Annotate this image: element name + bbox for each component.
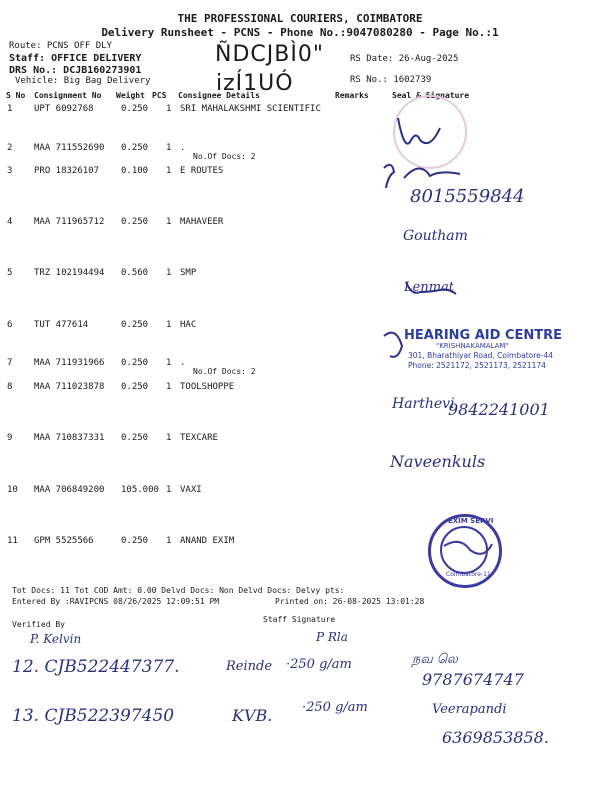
entered-by: Entered By :RAVIPCNS 08/26/2025 12:09:51 PM [12, 597, 220, 606]
row-consignee: . [180, 143, 186, 153]
row-weight: 0.250 [121, 217, 149, 227]
company-title: THE PROFESSIONAL COURIERS, COIMBATORE [177, 12, 423, 25]
stamp-hac-sub: "KRISHNAKAMALAM" [436, 342, 509, 350]
row-pcs: 1 [166, 143, 172, 153]
hand-phone-row3: 8015559844 [410, 186, 525, 207]
hand-name-row5: Lenmat [404, 280, 455, 295]
row-sno: 9 [7, 433, 13, 443]
row-weight: 0.250 [121, 143, 149, 153]
row-consignee: VAXI [180, 485, 202, 495]
row-sno: 5 [7, 268, 13, 278]
row-weight: 105.000 [121, 485, 159, 495]
row-consignment: MAA 711931966 [34, 358, 105, 368]
row-weight: 0.560 [121, 268, 149, 278]
row-pcs: 1 [166, 382, 172, 392]
rs-number: RS No.: 1602739 [350, 75, 432, 85]
row-consignee: . [180, 358, 186, 368]
row-consignee: ANAND EXIM [180, 536, 235, 546]
signature-row3b [404, 168, 460, 178]
drs-number: DRS No.: DCJB160273901 [9, 65, 142, 76]
hand-staff-sig: P Rla [316, 630, 348, 644]
hand-line13-cons: 13. CJB522397450 [12, 706, 175, 726]
signature-row3 [384, 165, 394, 188]
printed-on: Printed on: 26-08-2025 13:01:28 [275, 597, 425, 606]
row-consignment: MAA 711965712 [34, 217, 105, 227]
row-pcs: 1 [166, 166, 172, 176]
rs-date: RS Date: 26-Aug-2025 [350, 54, 459, 64]
row-consignment: UPT 6092768 [34, 104, 94, 114]
runsheet-title: Delivery Runsheet - PCNS - Phone No.:9047080280 - Page No.:1 [101, 26, 499, 39]
row-pcs: 1 [166, 358, 172, 368]
hand-phone-row8: 9842241001 [448, 400, 550, 419]
hand-line12-name: Reinde [226, 659, 273, 674]
row-pcs: 1 [166, 320, 172, 330]
row-pcs: 1 [166, 536, 172, 546]
row-pcs: 1 [166, 485, 172, 495]
row-consignment: MAA 706849200 [34, 485, 105, 495]
row-consignee: TOOLSHOPPE [180, 382, 235, 392]
stamp-hac-phone: Phone: 2521172, 2521173, 2521174 [408, 361, 546, 370]
barcode-text-bottom: izÍ1UÓ [216, 71, 294, 96]
hand-name-row9: Naveenkuls [390, 452, 486, 471]
faint-stamp-ring [394, 96, 466, 168]
signature-row1 [398, 118, 440, 144]
col-weight: Weight [116, 91, 145, 100]
col-pcs: PCS [152, 91, 167, 100]
col-consignment: Consignment No [34, 91, 102, 100]
signature-row6 [384, 333, 402, 357]
row-pcs: 1 [166, 104, 172, 114]
verified-by: Verified By [12, 620, 65, 629]
col-consignee: Consignee Details [178, 91, 260, 100]
row-docs: No.Of Docs: 2 [193, 367, 256, 376]
row-weight: 0.250 [121, 358, 149, 368]
col-seal: Seal & Signature [392, 91, 470, 100]
route-label: Route: PCNS OFF DLY [9, 41, 112, 51]
row-consignee: MAHAVEER [180, 217, 224, 227]
row-consignee: SMP [180, 268, 197, 278]
row-sno: 1 [7, 104, 13, 114]
totals-line: Tot Docs: 11 Tot COD Amt: 0.00 Delvd Docs: Non Delvd Docs: Delvy pts: [12, 586, 345, 595]
stamp-exim-inner [440, 526, 488, 574]
hand-line12-weight: ·250 g/am [286, 657, 352, 672]
row-consignee: SRI MAHALAKSHMI SCIENTIFIC [180, 104, 321, 114]
row-consignment: PRO 18326107 [34, 166, 100, 176]
row-sno: 4 [7, 217, 13, 227]
row-consignment: TUT 477614 [34, 320, 89, 330]
row-weight: 0.250 [121, 320, 149, 330]
row-consignment: MAA 711023878 [34, 382, 105, 392]
row-weight: 0.250 [121, 536, 149, 546]
row-sno: 3 [7, 166, 13, 176]
row-pcs: 1 [166, 268, 172, 278]
barcode-text-top: ÑDCJBÌ0" [215, 42, 324, 67]
hand-line12-tamil: நவ லெ [412, 652, 458, 667]
hand-line13-weight: ·250 g/am [302, 700, 368, 715]
staff-label: Staff: OFFICE DELIVERY [9, 53, 142, 64]
stamp-exim-top: EXIM SERVI [448, 517, 494, 525]
hand-line12-cons: 12. CJB522447377. [12, 657, 180, 677]
row-weight: 0.250 [121, 104, 149, 114]
row-pcs: 1 [166, 217, 172, 227]
row-weight: 0.250 [121, 382, 149, 392]
hand-name-row8: Harthevi [392, 396, 455, 412]
col-sno: S No [6, 91, 26, 100]
stamp-exim-bottom: Coimbatore-11 [446, 571, 491, 578]
hand-line13-name2: Veerapandi [432, 702, 507, 717]
row-consignment: MAA 710837331 [34, 433, 105, 443]
row-sno: 2 [7, 143, 13, 153]
row-consignment: GPM 5525566 [34, 536, 94, 546]
row-pcs: 1 [166, 433, 172, 443]
hand-line13-name: KVB. [232, 706, 273, 725]
row-consignee: E ROUTES [180, 166, 224, 176]
row-sno: 10 [7, 485, 18, 495]
hand-name-row4: Goutham [403, 228, 468, 244]
row-consignee: TEXCARE [180, 433, 218, 443]
hand-verified-sig: P. Kelvin [30, 632, 82, 646]
row-consignment: TRZ 102194494 [34, 268, 105, 278]
stamp-hac-title: HEARING AID CENTRE [404, 328, 563, 343]
staff-signature: Staff Signature [263, 615, 336, 624]
row-sno: 7 [7, 358, 13, 368]
row-consignee: HAC [180, 320, 197, 330]
hand-line12-phone: 9787674747 [422, 670, 524, 689]
row-sno: 8 [7, 382, 13, 392]
hand-line13-phone: 6369853858. [442, 728, 549, 747]
row-docs: No.Of Docs: 2 [193, 152, 256, 161]
row-sno: 6 [7, 320, 13, 330]
row-sno: 11 [7, 536, 18, 546]
row-weight: 0.250 [121, 433, 149, 443]
stamp-hac-address: 301, Bharathiyar Road, Coimbatore-44 [408, 351, 554, 360]
vehicle-label: Vehicle: Big Bag Delivery [15, 76, 151, 86]
col-remarks: Remarks [335, 91, 369, 100]
row-consignment: MAA 711552690 [34, 143, 105, 153]
row-weight: 0.100 [121, 166, 149, 176]
